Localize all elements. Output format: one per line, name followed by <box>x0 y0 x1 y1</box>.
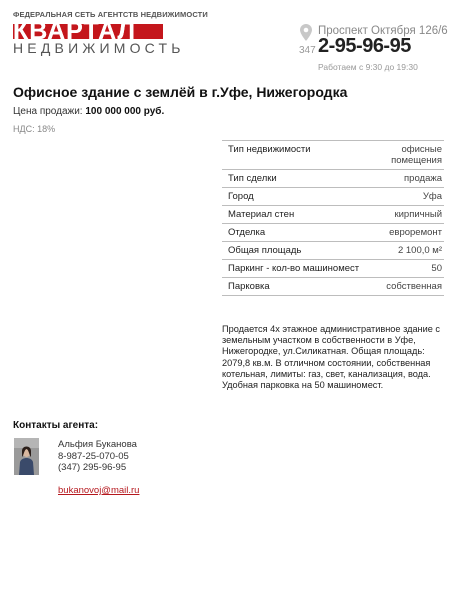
price-value: 100 000 000 руб. <box>85 106 165 117</box>
agent-phone-mobile[interactable]: 8-987-25-070-05 <box>58 450 129 462</box>
table-row <box>222 224 444 242</box>
property-label: Общая площадь <box>222 242 366 260</box>
property-value: 50 <box>366 260 444 278</box>
property-value: евроремонт <box>366 224 444 242</box>
work-hours: Работаем с 9:30 до 19:30 <box>318 62 418 72</box>
contacts-heading: Контакты агента: <box>13 420 99 431</box>
property-label: Отделка <box>222 224 366 242</box>
vat-info: НДС: 18% <box>13 124 56 134</box>
brand-subtitle: НЕДВИЖИМОСТЬ <box>13 40 185 56</box>
table-row <box>222 170 444 188</box>
table-row <box>222 188 444 206</box>
price-label: Цена продажи: <box>13 106 83 117</box>
property-label: Город <box>222 188 366 206</box>
table-row <box>222 141 444 170</box>
table-row <box>222 278 444 296</box>
page-title: Офисное здание с землёй в г.Уфе, Нижегородка <box>13 84 348 100</box>
property-label: Тип сделки <box>222 170 366 188</box>
price-line <box>13 106 164 117</box>
property-value: офисные помещения <box>366 141 444 170</box>
property-value: 2 100,0 м² <box>366 242 444 260</box>
agent-name: Альфия Буканова <box>58 439 137 450</box>
property-label: Парковка <box>222 278 366 296</box>
property-value: продажа <box>366 170 444 188</box>
properties-table <box>222 140 444 296</box>
property-label: Тип недвижимости <box>222 141 366 170</box>
listing-description: Продается 4х этажное административное здание с земельным участком в собственности в Уфе, Нижегородке, ул.Силикатная. Общая площадь: 2079,8 кв.м. В отличном состоянии, собственная котельная, лимиты: газ, свет, канализация, вода. Удобная парковка на 50 машиномест. <box>222 324 441 391</box>
table-row <box>222 260 444 278</box>
header-phone[interactable]: 2-95-96-95 <box>318 35 411 57</box>
property-value: кирпичный <box>366 206 444 224</box>
table-row <box>222 242 444 260</box>
property-value: собственная <box>366 278 444 296</box>
agent-photo <box>14 438 39 475</box>
office-address: Проспект Октября 126/6 <box>318 25 448 37</box>
table-row <box>222 206 444 224</box>
property-label: Материал стен <box>222 206 366 224</box>
agent-email-link[interactable]: bukanovoj@mail.ru <box>58 485 140 496</box>
phone-area-code: 347 <box>299 45 316 56</box>
agent-info <box>58 439 137 474</box>
brand-tagline: ФЕДЕРАЛЬНАЯ СЕТЬ АГЕНТСТВ НЕДВИЖИМОСТИ <box>13 10 208 19</box>
property-value: Уфа <box>366 188 444 206</box>
brand-name: КВАРТАЛ <box>13 17 137 45</box>
agent-phone-office[interactable]: (347) 295-96-95 <box>58 462 127 473</box>
property-label: Паркинг - кол-во машиномест <box>222 260 366 278</box>
location-pin-icon <box>300 24 312 41</box>
